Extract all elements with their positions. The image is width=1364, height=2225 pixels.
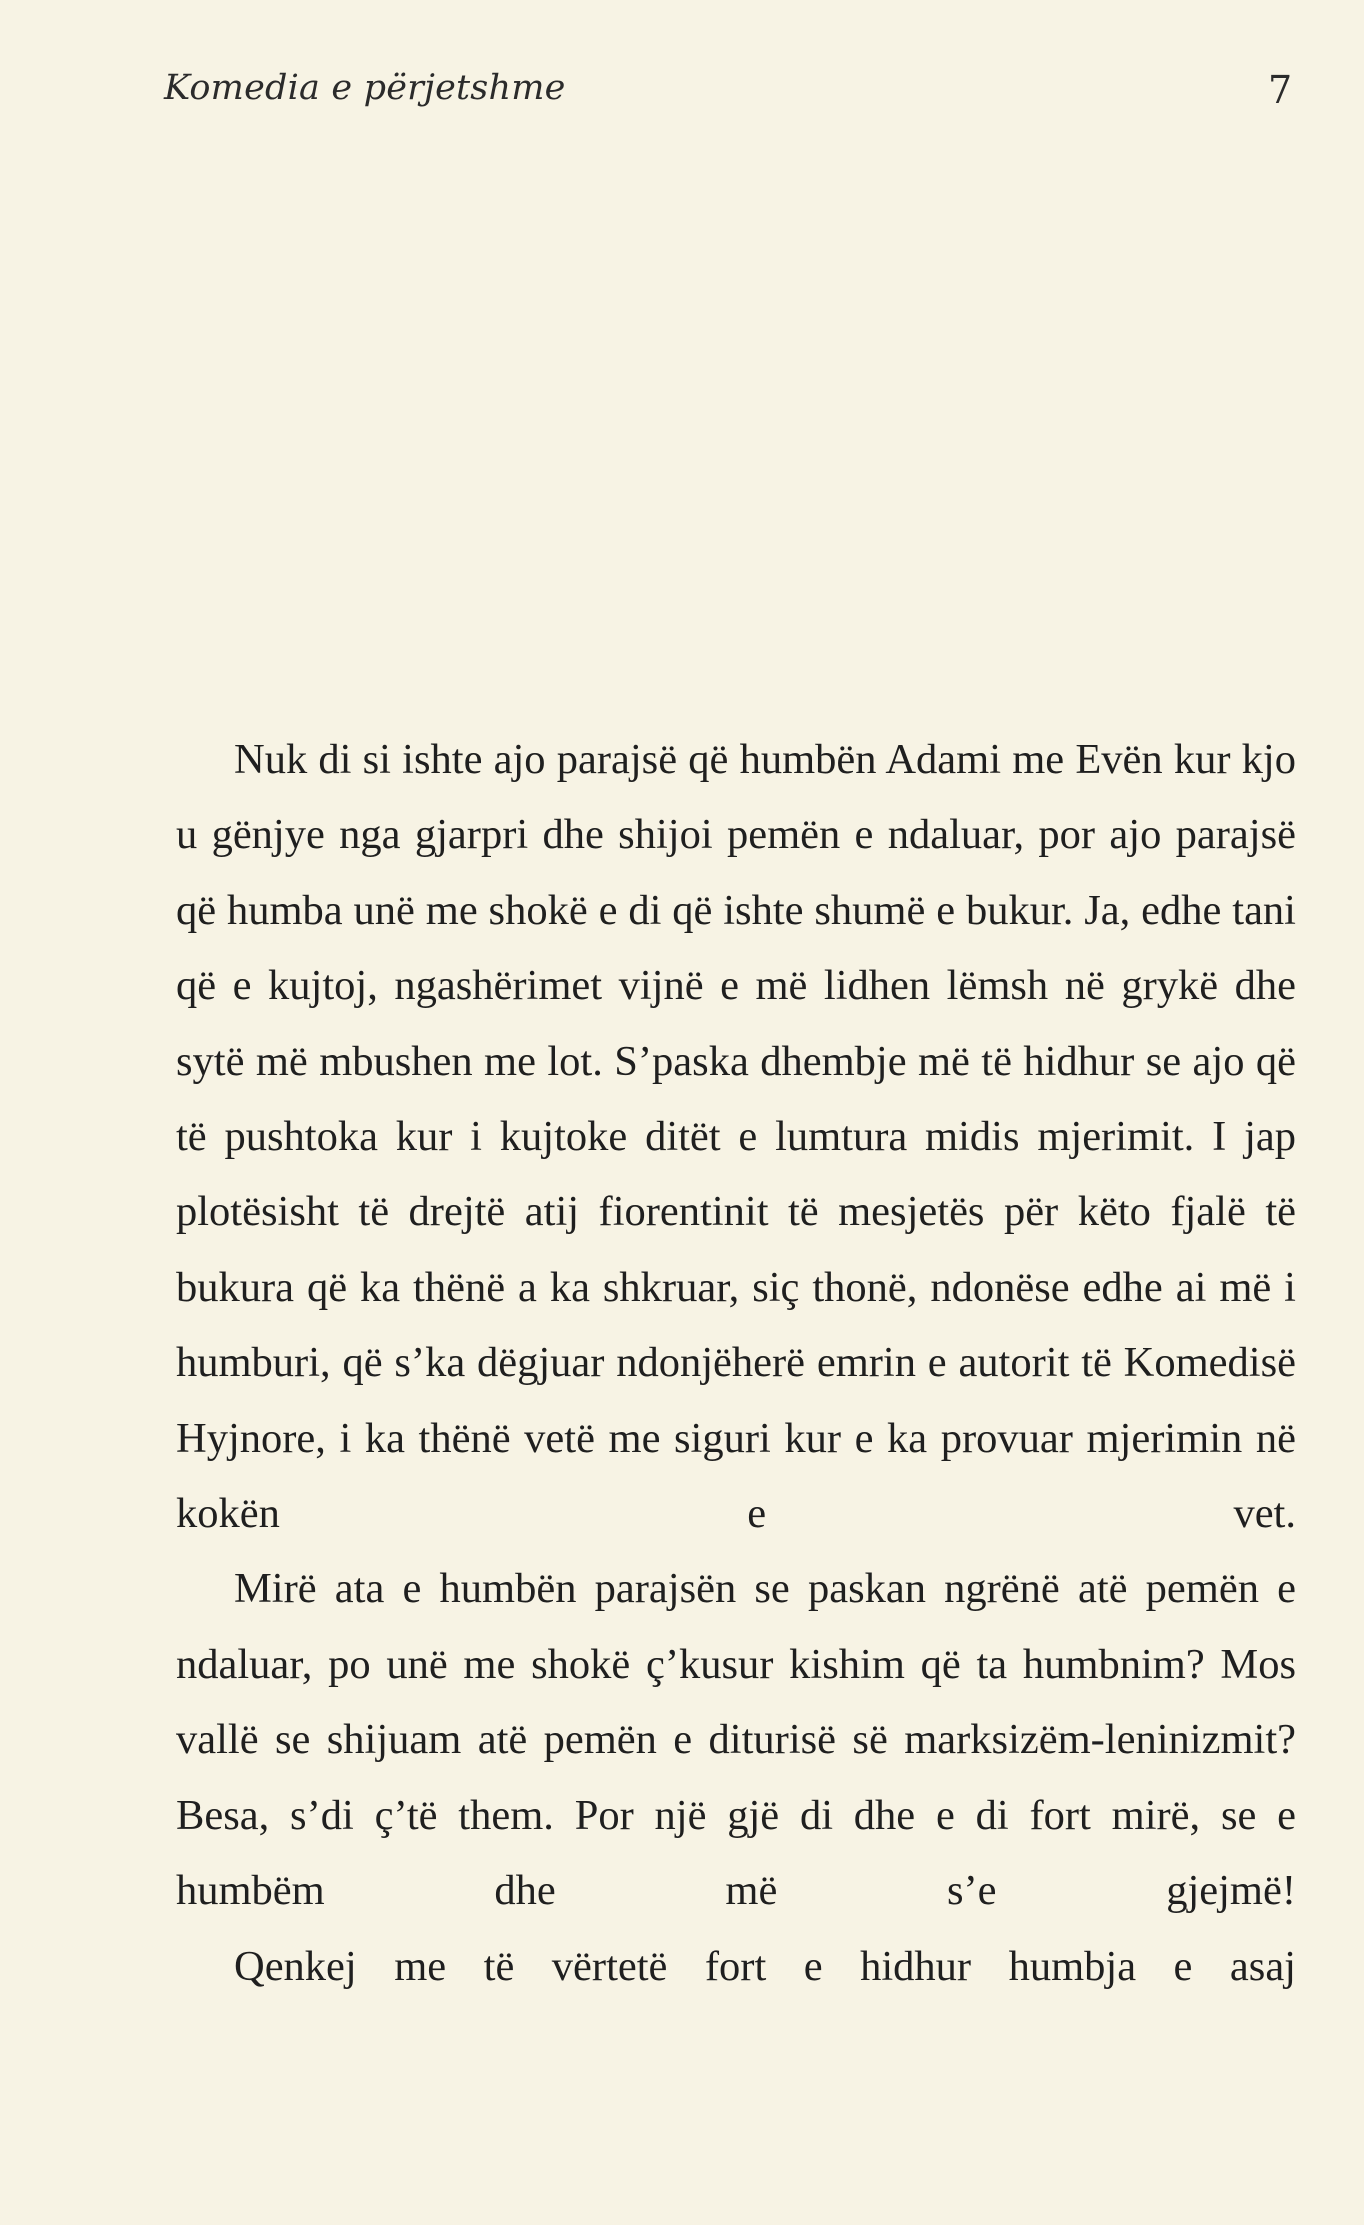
paragraph: Nuk di si ishte ajo parajsë që humbën Adami me Evën kur kjo u gënjye nga gjarpri dhe shijoi pemën e ndaluar, por ajo parajsë që humba unë me shokë e di që ishte shumë e bukur. Ja, edhe tani që e kujtoj, ngashërimet vijnë e më lidhen lëmsh në grykë dhe sytë më mbushen me lot. S’paska dhembje më të hidhur se ajo që të pushtoka kur i kujtoke ditët e lumtura midis mjerimit. I jap plotësisht të drejtë atij fiorentinit të mesjetës për këto fjalë të bukura që ka thënë a ka shkruar, siç thonë, ndonëse edhe ai më i humburi, që s’ka dëgjuar ndonjëherë emrin e autorit të Komedisë Hyjnore, i ka thënë vetë me siguri kur e ka provuar mjerimin në kokën e vet. <box>176 736 1296 1538</box>
paragraph: Mirë ata e humbën parajsën se paskan ngrënë atë pemën e ndaluar, po unë me shokë ç’kusur kishim që ta humbnim? Mos vallë se shijuam atë pemën e diturisë së marksizëm-leninizmit? Besa, s’di ç’të them. Por një gjë di dhe e di fort mirë, se e humbëm dhe më s’e gjejmë! <box>176 1565 1296 1915</box>
paragraph: Qenkej me të vërtetë fort e hidhur humbja e asaj <box>234 1942 1296 1990</box>
body-text <box>176 722 1296 2004</box>
running-header-title: Komedia e përjetshme <box>164 68 566 108</box>
page-number: 7 <box>1268 68 1293 112</box>
